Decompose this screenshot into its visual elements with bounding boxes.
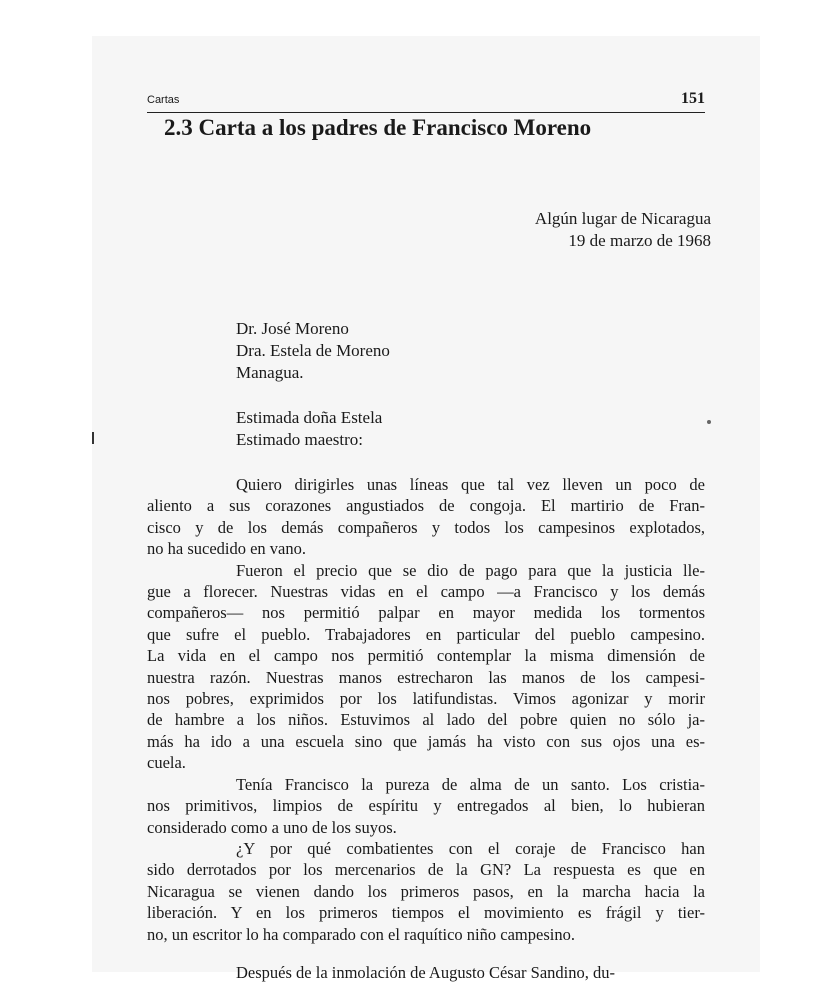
paragraph-line: Nicaragua se vienen dando los primeros pasos, en la marcha hacia la xyxy=(147,881,705,901)
paragraph-line: considerado como a uno de los suyos. xyxy=(147,817,397,837)
body-paragraph xyxy=(147,838,705,945)
salutation-line: Estimada doña Estela xyxy=(236,408,383,427)
letter-body xyxy=(147,474,705,945)
letter-date xyxy=(535,230,711,252)
paragraph-line: nos primitivos, limpios de espíritu y entregados al bien, lo hubieran xyxy=(147,796,705,816)
body-paragraph xyxy=(147,474,705,560)
paragraph-line: compañeros— nos permitió palpar en mayor medida los tormentos xyxy=(147,603,705,623)
paragraph-line: que sufre el pueblo. Trabajadores en particular del pueblo campesino. xyxy=(147,624,705,644)
paragraph-line: de hambre a los niños. Estuvimos al lado del pobre quien no sólo ja- xyxy=(147,710,705,730)
cutoff-line: Después de la inmolación de Augusto César Sandino, du- xyxy=(236,963,615,982)
addressee-line: Managua. xyxy=(236,363,304,382)
addressee-line: Dra. Estela de Moreno xyxy=(236,341,390,360)
running-header xyxy=(147,90,705,113)
paragraph-line: cisco y de los demás compañeros y todos los campesinos explotados, xyxy=(147,517,705,537)
paragraph-line: liberación. Y en los primeros tiempos el movimiento es frágil y tier- xyxy=(147,903,705,923)
paragraph-line: Tenía Francisco la pureza de alma de un santo. Los cristia- xyxy=(236,774,705,794)
paragraph-line: no ha sucedido en vano. xyxy=(147,539,306,559)
place-date xyxy=(535,208,711,252)
addressee-block xyxy=(236,318,390,384)
body-paragraph xyxy=(147,560,705,774)
letter-place: Algún lugar de Nicaragua xyxy=(534,209,711,228)
chapter-title: 2.3 Carta a los padres de Francisco Moreno xyxy=(164,115,592,140)
paragraph-line: sido derrotados por los mercenarios de la GN? La respuesta es que en xyxy=(147,860,705,880)
letter-date-year: 1968 xyxy=(677,231,711,250)
paragraph-line: nos pobres, exprimidos por los latifundistas. Vimos agonizar y morir xyxy=(147,689,705,709)
paragraph-line: más ha ido a una escuela sino que jamás ha visto con sus ojos una es- xyxy=(147,731,705,751)
scan-edge-mark xyxy=(92,432,94,444)
paragraph-line: nuestra razón. Nuestras manos estrecharon las manos de los campesi- xyxy=(147,667,705,687)
letter-date-prefix: 19 de marzo de xyxy=(568,231,673,250)
paragraph-line: no, un escritor lo ha comparado con el raquítico niño campesino. xyxy=(147,924,575,944)
paragraph-line: ¿Y por qué combatientes con el coraje de Francisco han xyxy=(236,838,705,858)
addressee-line: Dr. José Moreno xyxy=(236,319,349,338)
paragraph-line: aliento a sus corazones angustiados de congoja. El martirio de Fran- xyxy=(147,496,705,516)
paragraph-line: Quiero dirigirles unas líneas que tal vez lleven un poco de xyxy=(236,475,705,494)
paragraph-line: gue a florecer. Nuestras vidas en el campo —a Francisco y los demás xyxy=(147,582,705,602)
salutation-line: Estimado maestro: xyxy=(236,430,364,449)
scan-speck xyxy=(707,420,711,424)
page-number: 151 xyxy=(681,90,705,107)
paragraph-line: Fueron el precio que se dio de pago para que la justicia lle- xyxy=(236,560,705,580)
paragraph-line: cuela. xyxy=(147,753,186,773)
body-paragraph xyxy=(147,774,705,838)
section-label: Cartas xyxy=(147,94,180,106)
paragraph-line: La vida en el campo nos permitió contemplar la misma dimensión de xyxy=(147,646,705,666)
salutation-block xyxy=(236,407,382,451)
